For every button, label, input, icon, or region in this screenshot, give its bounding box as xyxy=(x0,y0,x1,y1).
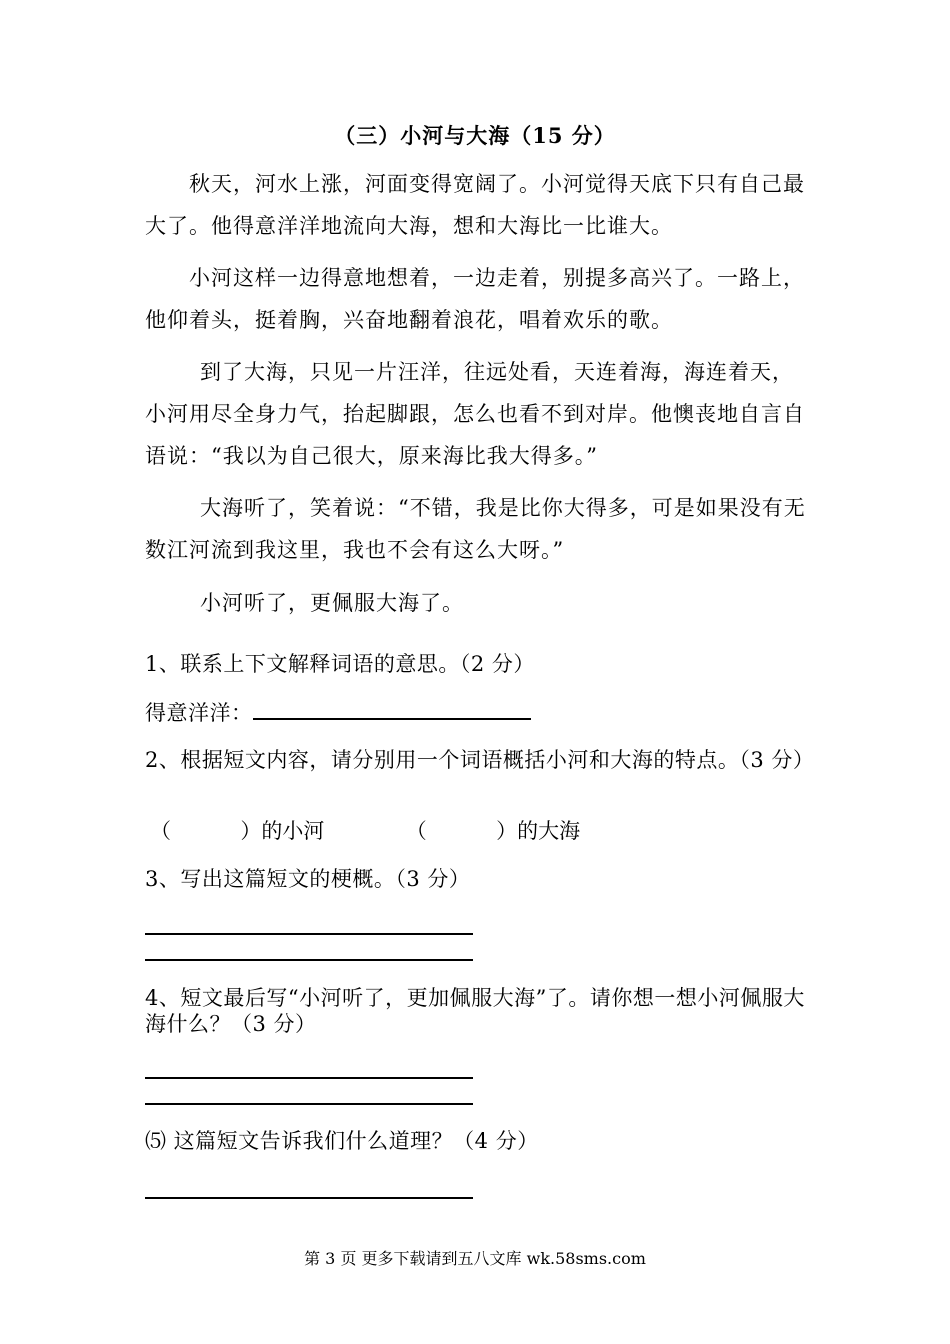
question-3: 3、写出这篇短文的梗概。（3 分） xyxy=(145,867,471,891)
paragraph-4: 大海听了，笑着说：“不错，我是比你大得多，可是如果没有无数江河流到我这里，我也不会有这么大呀。” xyxy=(145,496,806,562)
question-3-answer-line-2[interactable] xyxy=(145,959,473,961)
sea-label: ）的大海 xyxy=(496,819,581,843)
question-5-answer-line[interactable] xyxy=(145,1197,473,1199)
question-1: 1、联系上下文解释词语的意思。（2 分） xyxy=(145,652,535,676)
question-4-answer-line-1[interactable] xyxy=(145,1077,473,1079)
question-1-blank[interactable] xyxy=(253,700,531,720)
paren-open-left: （ xyxy=(150,819,171,843)
paragraph-3: 到了大海，只见一片汪洋，往远处看，天连着海，海连着天，小河用尽全身力气，抬起脚跟，怎么也看不到对岸。他懊丧地自言自语说：“我以为自己很大，原来海比我大得多。” xyxy=(145,360,805,468)
paragraph-2: 小河这样一边得意地想着，一边走着，别提多高兴了。一路上，他仰着头，挺着胸，兴奋地翻着浪花，唱着欢乐的歌。 xyxy=(145,266,805,332)
page-footer: 第 3 页 更多下载请到五八文库 wk.58sms.com xyxy=(304,1249,646,1268)
question-5: ⑸ 这篇短文告诉我们什么道理？（4 分） xyxy=(145,1129,539,1153)
question-4-answer-line-2[interactable] xyxy=(145,1103,473,1105)
section-title: （三）小河与大海（15 分） xyxy=(334,123,616,148)
paragraph-5: 小河听了，更佩服大海了。 xyxy=(200,591,464,615)
question-3-answer-line-1[interactable] xyxy=(145,933,473,935)
question-4: 4、短文最后写“小河听了，更加佩服大海”了。请你想一想小河佩服大海什么？（3 分） xyxy=(145,986,805,1036)
question-1-term: 得意洋洋： xyxy=(145,701,253,725)
question-2: 2、根据短文内容，请分别用一个词语概括小河和大海的特点。（3 分） xyxy=(145,748,815,772)
paren-open-right: （ xyxy=(405,819,427,843)
question-2-answer-row xyxy=(150,818,580,844)
question-1-answer-line xyxy=(145,700,815,726)
river-label: ）的小河 xyxy=(240,819,325,843)
paragraph-1: 秋天，河水上涨，河面变得宽阔了。小河觉得天底下只有自己最大了。他得意洋洋地流向大海，想和大海比一比谁大。 xyxy=(145,172,805,238)
